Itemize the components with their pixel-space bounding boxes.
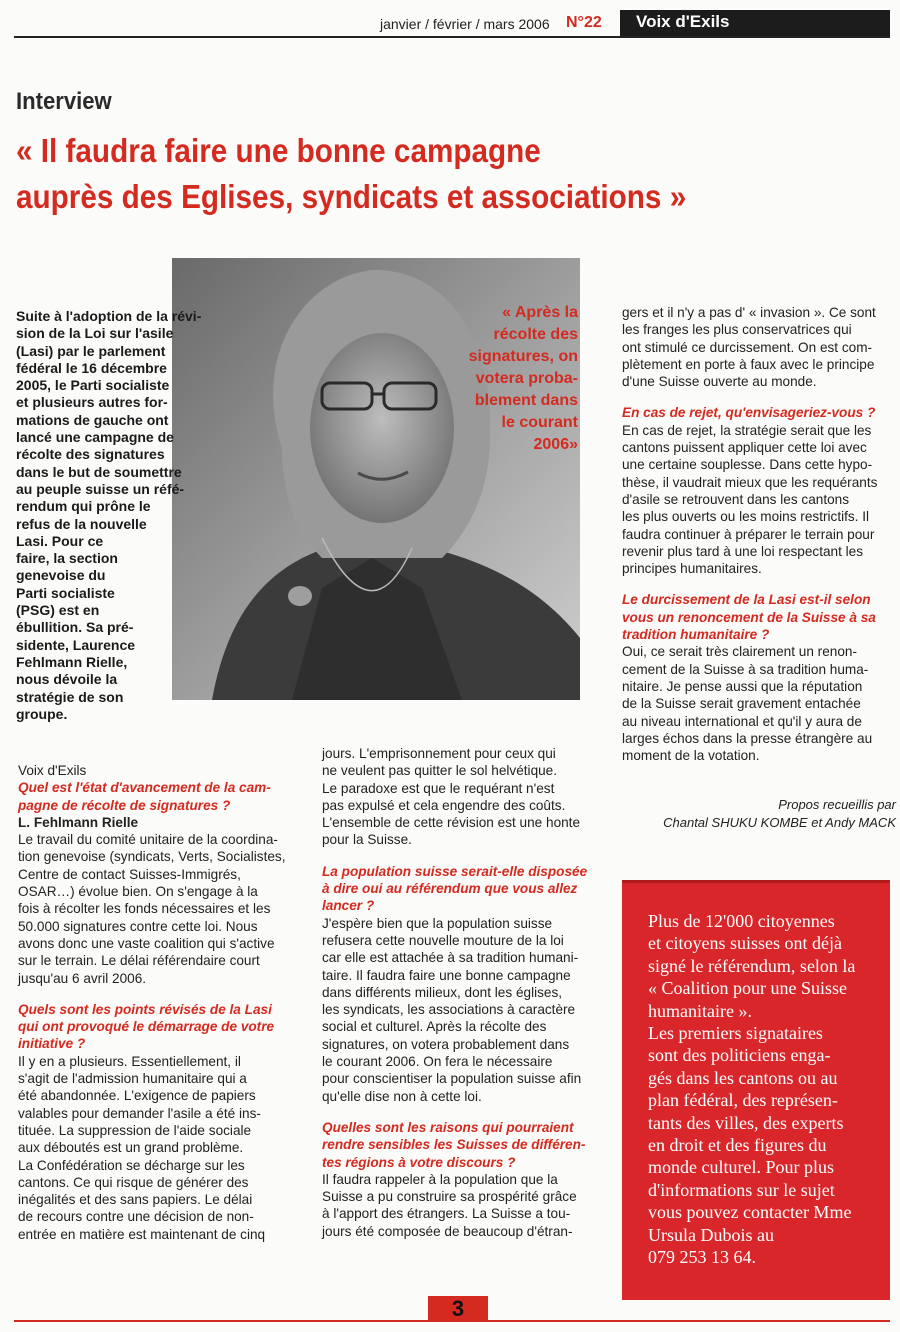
lead-line: Fehlmann Rielle, bbox=[16, 653, 128, 670]
question-line: Quel est l'état d'avancement de la cam- bbox=[18, 780, 271, 796]
answer-line: thèse, il vaudrait mieux que les requérants bbox=[622, 474, 878, 490]
sidebar-box-text bbox=[648, 910, 884, 1269]
sidebar-box-line: plan fédéral, des représen- bbox=[648, 1090, 838, 1111]
paragraph-gap bbox=[322, 849, 602, 863]
pull-quote-line: récolte des bbox=[493, 326, 578, 343]
body-column-1 bbox=[18, 762, 298, 1243]
lead-line: mations de gauche ont bbox=[16, 411, 169, 428]
sidebar-box-line: « Coalition pour une Suisse bbox=[648, 978, 847, 999]
answer-line: La Confédération se décharge sur les bbox=[18, 1157, 245, 1173]
answer-line: s'agit de l'admission humanitaire qui a bbox=[18, 1071, 247, 1087]
answer-line: plètement en porte à faux avec le principe bbox=[622, 356, 875, 372]
answer-line: les plus ouverts ou les moins restrictifs. Il bbox=[622, 509, 870, 525]
answer-line: avons donc une vaste coalition qui s'active bbox=[18, 935, 275, 951]
lead-line: Suite à l'adoption de la révi- bbox=[16, 308, 202, 324]
answer-line: qu'elle dise non à cette loi. bbox=[322, 1088, 482, 1104]
lead-line: groupe. bbox=[16, 705, 68, 722]
answer-line: Il y en a plusieurs. Essentiellement, il bbox=[18, 1053, 241, 1069]
header-rule bbox=[14, 36, 890, 38]
sidebar-box bbox=[622, 880, 890, 1300]
pull-quote-line: 2006» bbox=[533, 436, 578, 453]
lead-line: 2005, le Parti socialiste bbox=[16, 377, 170, 394]
lead-line: lancé une campagne de bbox=[16, 429, 174, 446]
question-line: tradition humanitaire ? bbox=[622, 627, 770, 643]
answer-line: inégalités et des sans papiers. Le délai bbox=[18, 1192, 253, 1208]
lead-line: et plusieurs autres for- bbox=[16, 394, 168, 411]
lead-line: dans le but de soumettre bbox=[16, 463, 182, 480]
paragraph-gap bbox=[622, 577, 892, 591]
answer-line: fois à récolter les fonds nécessaires et les bbox=[18, 901, 271, 917]
answer-line: moment de la votation. bbox=[622, 748, 760, 764]
body-column-3 bbox=[622, 304, 892, 764]
question-line: La population suisse serait-elle disposée bbox=[322, 863, 588, 879]
answer-line: tituée. La suppression de l'aide sociale bbox=[18, 1122, 252, 1138]
answer-line: Oui, ce serait très clairement un renon- bbox=[622, 644, 857, 660]
answer-line: larges échos dans la presse étrangère au bbox=[622, 730, 873, 746]
answer-line: refusera cette nouvelle mouture de la loi bbox=[322, 932, 564, 948]
question-line: rendre sensibles les Suisses de différen- bbox=[322, 1137, 586, 1153]
question-line: initiative ? bbox=[18, 1036, 86, 1052]
answer-line: ne veulent pas quitter le sol helvétique. bbox=[322, 763, 558, 779]
lead-line: ébullition. Sa pré- bbox=[16, 619, 134, 636]
box-top-edge bbox=[622, 880, 890, 883]
answer-line: cement de la Suisse à sa tradition huma- bbox=[622, 661, 869, 677]
sidebar-box-line: Ursula Dubois au bbox=[648, 1224, 774, 1245]
answer-line: de la Suisse serait gravement entachée bbox=[622, 696, 861, 712]
answer-line: d'une Suisse ouverte au monde. bbox=[622, 374, 817, 390]
lead-line: (PSG) est en bbox=[16, 602, 100, 619]
question-line: En cas de rejet, qu'envisageriez-vous ? bbox=[622, 405, 876, 421]
lead-line: sion de la Loi sur l'asile bbox=[16, 325, 174, 342]
sidebar-box-line: en droit et des figures du bbox=[648, 1135, 827, 1156]
answer-line: Suisse a pu construire sa prospérité grâce bbox=[322, 1189, 577, 1205]
answer-line: cantons. Ce qui risque de générer des bbox=[18, 1174, 249, 1190]
paragraph-gap bbox=[322, 1105, 602, 1119]
sidebar-box-line: Plus de 12'000 citoyennes bbox=[648, 911, 835, 931]
pull-quote-line: blement dans bbox=[474, 392, 578, 409]
byline-credit bbox=[640, 796, 896, 832]
article-lead bbox=[16, 308, 216, 723]
answer-line: d'asile se retrouvent dans les cantons bbox=[622, 491, 850, 507]
answer-line: principes humanitaires. bbox=[622, 561, 762, 577]
answer-line: jours été composée de beaucoup d'étran- bbox=[322, 1223, 573, 1239]
answer-line: dans différents milieux, dont les églises, bbox=[322, 984, 563, 1000]
lead-line: faire, la section bbox=[16, 550, 118, 567]
publication-name: Voix d'Exils bbox=[620, 10, 890, 36]
answer-line: pas expulsé et cela engendre des coûts. bbox=[322, 797, 566, 813]
credit-line: Propos recueillis par bbox=[778, 797, 896, 812]
headline-line: « Il faudra faire une bonne campagne bbox=[16, 132, 541, 169]
sidebar-box-line: 079 253 13 64. bbox=[648, 1247, 756, 1268]
pull-quote-line: signatures, on bbox=[468, 348, 578, 365]
lead-line: (Lasi) par le parlement bbox=[16, 342, 166, 359]
lead-line: genevoise du bbox=[16, 567, 106, 584]
paragraph-gap bbox=[18, 987, 298, 1001]
lead-line: Lasi. Pour ce bbox=[16, 532, 104, 549]
lead-line: fédéral le 16 décembre bbox=[16, 359, 167, 376]
question-line: Quels sont les points révisés de la Lasi bbox=[18, 1001, 272, 1017]
lead-line: au peuple suisse un réfé- bbox=[16, 480, 185, 497]
question-line: tes régions à votre discours ? bbox=[322, 1154, 516, 1170]
lead-line: refus de la nouvelle bbox=[16, 515, 147, 532]
headline-line: auprès des Eglises, syndicats et associations » bbox=[16, 178, 687, 215]
answer-line: signatures, on votera probablement dans bbox=[322, 1036, 570, 1052]
pull-quote-line: « Après la bbox=[502, 304, 578, 321]
respondent-name: L. Fehlmann Rielle bbox=[18, 814, 139, 830]
answer-line: nitaire. Je pense aussi que la réputation bbox=[622, 678, 863, 694]
answer-line: tion genevoise (syndicats, Verts, Socialistes, bbox=[18, 849, 286, 865]
answer-line: jusqu'au 6 avril 2006. bbox=[18, 970, 147, 986]
question-line: Le durcissement de la Lasi est-il selon bbox=[622, 592, 871, 608]
lead-line: stratégie de son bbox=[16, 688, 124, 705]
answer-line: ont stimulé ce durcissement. On est com- bbox=[622, 339, 873, 355]
lead-line: sidente, Laurence bbox=[16, 636, 136, 653]
answer-line: de recours contre une décision de non- bbox=[18, 1209, 254, 1225]
sidebar-box-line: gés dans les cantons ou au bbox=[648, 1067, 838, 1088]
answer-line: social et culturel. Après la récolte des bbox=[322, 1019, 547, 1035]
answer-line: aux déboutés est un grand problème. bbox=[18, 1140, 244, 1156]
answer-line: les syndicats, les associations à caractère bbox=[322, 1002, 576, 1018]
answer-line: été abandonnée. L'exigence de papiers bbox=[18, 1088, 256, 1104]
answer-line: pour la Suisse. bbox=[322, 832, 412, 848]
question-line: pagne de récolte de signatures ? bbox=[18, 797, 231, 813]
page-number: 3 bbox=[428, 1296, 488, 1322]
answer-line: Le travail du comité unitaire de la coordina- bbox=[18, 832, 278, 848]
lead-line: récolte des signatures bbox=[16, 446, 165, 463]
answer-line: gers et il n'y a pas d' « invasion ». Ce sont bbox=[622, 305, 876, 320]
body-column-2 bbox=[322, 745, 602, 1240]
issue-date: janvier / février / mars 2006 bbox=[380, 16, 550, 32]
sidebar-box-line: sont des politiciens enga- bbox=[648, 1045, 831, 1066]
section-kicker: Interview bbox=[16, 88, 112, 115]
sidebar-box-line: et citoyens suisses ont déjà bbox=[648, 933, 842, 954]
answer-line: à l'apport des étrangers. La Suisse a tou- bbox=[322, 1206, 571, 1222]
issue-number: N°22 bbox=[566, 14, 602, 31]
sidebar-box-line: tants des villes, des experts bbox=[648, 1112, 844, 1133]
sidebar-box-line: monde culturel. Pour plus bbox=[648, 1157, 834, 1178]
answer-line: pour conscientiser la population suisse afin bbox=[322, 1071, 582, 1087]
lead-line: rendum qui prône le bbox=[16, 498, 151, 515]
sidebar-box-line: signé le référendum, selon la bbox=[648, 955, 856, 976]
pull-quote-line: votera proba- bbox=[475, 370, 578, 387]
answer-line: Centre de contact Suisses-Immigrés, bbox=[18, 866, 241, 882]
answer-line: les franges les plus conservatrices qui bbox=[622, 322, 852, 338]
lead-line: Parti socialiste bbox=[16, 584, 115, 601]
answer-line: car elle est attachée à sa tradition humani- bbox=[322, 950, 579, 966]
answer-line: le courant 2006. On fera le nécessaire bbox=[322, 1054, 553, 1070]
answer-line: revenir plus tard à une loi respectant les bbox=[622, 543, 864, 559]
pull-quote-line: le courant bbox=[501, 414, 578, 431]
answer-line: taire. Il faudra faire une bonne campagne bbox=[322, 967, 571, 983]
answer-line: OSAR…) évolue bien. On s'engage à la bbox=[18, 884, 258, 900]
answer-line: une certaine souplesse. Dans cette hypo- bbox=[622, 457, 873, 473]
answer-line: L'ensemble de cette révision est une honte bbox=[322, 815, 581, 831]
answer-line: J'espère bien que la population suisse bbox=[322, 915, 553, 931]
answer-line: Le paradoxe est que le requérant n'est bbox=[322, 780, 555, 796]
answer-line: au niveau international et qu'il y aura de bbox=[622, 713, 862, 729]
credit-line: Chantal SHUKU KOMBE et Andy MACK bbox=[663, 815, 896, 830]
lead-line: nous dévoile la bbox=[16, 671, 118, 688]
sidebar-box-line: Les premiers signataires bbox=[648, 1023, 823, 1044]
answer-line: Il faudra rappeler à la population que la bbox=[322, 1171, 558, 1187]
answer-line: faudra continuer à préparer le terrain pour bbox=[622, 526, 875, 542]
answer-line: jours. L'emprisonnement pour ceux qui bbox=[322, 746, 556, 761]
question-line: à dire oui au référendum que vous allez bbox=[322, 881, 578, 897]
question-line: vous un renoncement de la Suisse à sa bbox=[622, 609, 876, 625]
answer-line: 50.000 signatures contre cette loi. Nous bbox=[18, 918, 258, 934]
question-line: lancer ? bbox=[322, 898, 375, 914]
question-line: qui ont provoqué le démarrage de votre bbox=[18, 1019, 275, 1035]
sidebar-box-line: humanitaire ». bbox=[648, 1000, 752, 1021]
question-line: Quelles sont les raisons qui pourraient bbox=[322, 1119, 574, 1135]
pull-quote bbox=[440, 302, 578, 456]
interviewer-name: Voix d'Exils bbox=[18, 763, 87, 778]
sidebar-box-line: vous pouvez contacter Mme bbox=[648, 1202, 852, 1223]
answer-line: En cas de rejet, la stratégie serait que les bbox=[622, 422, 872, 438]
answer-line: cantons puissent appliquer cette loi avec bbox=[622, 440, 867, 456]
paragraph-gap bbox=[622, 390, 892, 404]
answer-line: valables pour demander l'asile a été ins- bbox=[18, 1105, 261, 1121]
answer-line: sur le terrain. Le délai référendaire court bbox=[18, 953, 260, 969]
answer-line: entrée en matière est maintenant de cinq bbox=[18, 1226, 266, 1242]
sidebar-box-line: d'informations sur le sujet bbox=[648, 1179, 835, 1200]
